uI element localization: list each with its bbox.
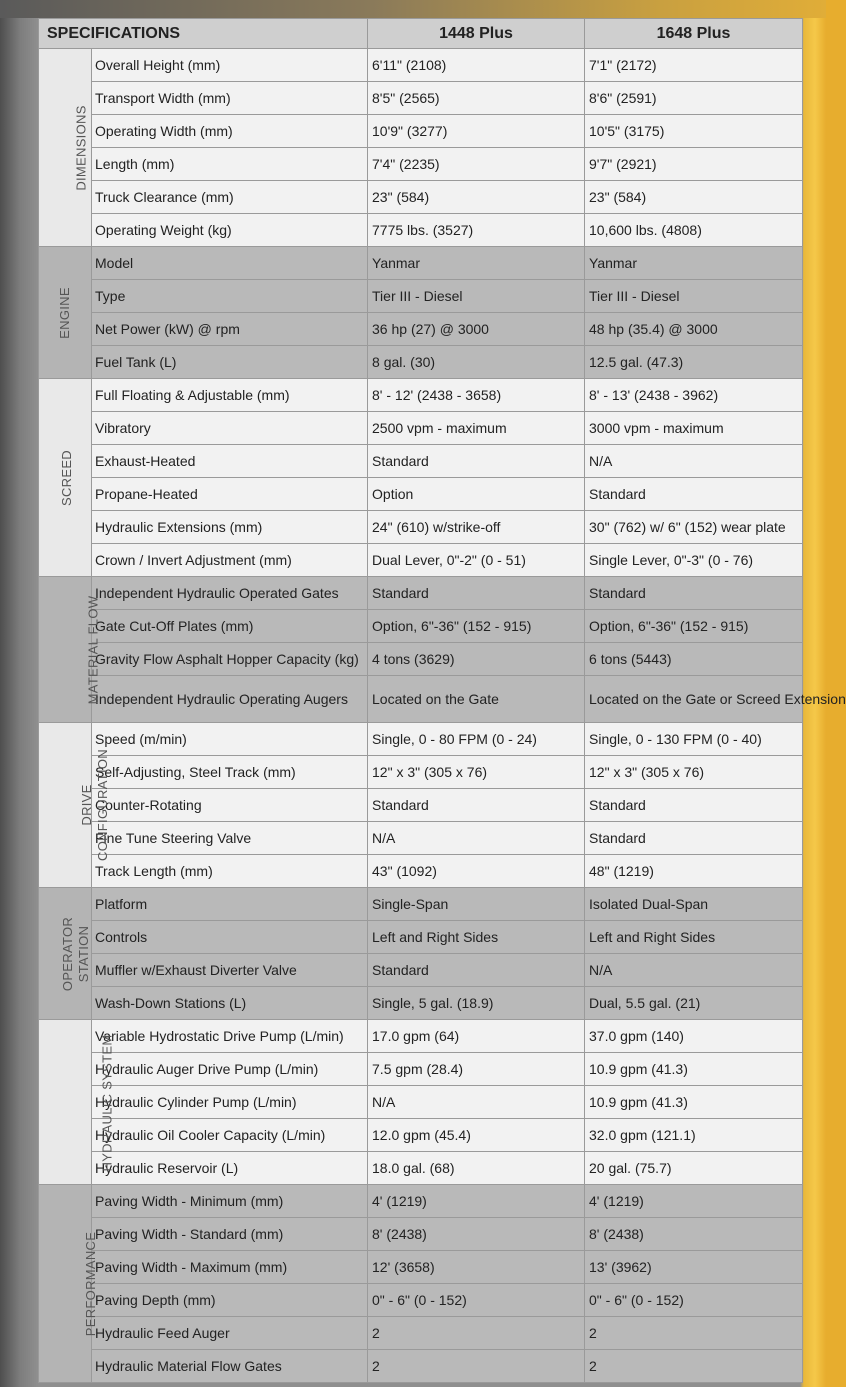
- value-1448: 10'9" (3277): [368, 115, 585, 148]
- table-row: [39, 181, 803, 214]
- value-1648: Standard: [585, 789, 803, 822]
- spec-name: Operating Width (mm): [92, 115, 368, 148]
- table-row: [39, 1317, 803, 1350]
- table-row: [39, 1350, 803, 1383]
- value-1648: Option, 6"-36" (152 - 915): [585, 610, 803, 643]
- value-1648: Standard: [585, 577, 803, 610]
- table-row: [39, 577, 803, 610]
- value-1448: 12.0 gpm (45.4): [368, 1119, 585, 1152]
- spec-name: Full Floating & Adjustable (mm): [92, 379, 368, 412]
- value-1648: 10'5" (3175): [585, 115, 803, 148]
- value-1448: Tier III - Diesel: [368, 280, 585, 313]
- value-1448: 7.5 gpm (28.4): [368, 1053, 585, 1086]
- spec-name: Exhaust-Heated: [92, 445, 368, 478]
- value-1448: 43" (1092): [368, 855, 585, 888]
- value-1648: 10,600 lbs. (4808): [585, 214, 803, 247]
- spec-name: Fuel Tank (L): [92, 346, 368, 379]
- spec-name: Controls: [92, 921, 368, 954]
- spec-name: Counter-Rotating: [92, 789, 368, 822]
- value-1448: 12" x 3" (305 x 76): [368, 756, 585, 789]
- group-label-hydraulic-system: HYDRAULIC SYSTEM: [39, 1020, 92, 1185]
- value-1448: 8' (2438): [368, 1218, 585, 1251]
- spec-name: Wash-Down Stations (L): [92, 987, 368, 1020]
- table-row: [39, 1053, 803, 1086]
- spec-name: Overall Height (mm): [92, 49, 368, 82]
- table-row: [39, 214, 803, 247]
- spec-name: Track Length (mm): [92, 855, 368, 888]
- specifications-heading: SPECIFICATIONS: [39, 19, 368, 49]
- value-1448: Standard: [368, 577, 585, 610]
- spec-name: Truck Clearance (mm): [92, 181, 368, 214]
- table-row: [39, 544, 803, 577]
- table-row: [39, 1152, 803, 1185]
- group-label-dimensions: DIMENSIONS: [39, 49, 92, 247]
- group-label-material-flow: MATERIAL FLOW: [39, 577, 92, 723]
- value-1648: 48" (1219): [585, 855, 803, 888]
- value-1648: Dual, 5.5 gal. (21): [585, 987, 803, 1020]
- model-1648-heading: 1648 Plus: [585, 19, 803, 49]
- table-row: [39, 148, 803, 181]
- value-1448: Located on the Gate: [368, 676, 585, 723]
- value-1648: 3000 vpm - maximum: [585, 412, 803, 445]
- value-1648: Standard: [585, 822, 803, 855]
- value-1448: Single, 5 gal. (18.9): [368, 987, 585, 1020]
- value-1648: 48 hp (35.4) @ 3000: [585, 313, 803, 346]
- value-1648: 4' (1219): [585, 1185, 803, 1218]
- value-1648: 8' - 13' (2438 - 3962): [585, 379, 803, 412]
- value-1448: Yanmar: [368, 247, 585, 280]
- value-1448: Single, 0 - 80 FPM (0 - 24): [368, 723, 585, 756]
- group-label-performance: PERFORMANCE: [39, 1185, 92, 1383]
- value-1448: 8' - 12' (2438 - 3658): [368, 379, 585, 412]
- value-1648: 0" - 6" (0 - 152): [585, 1284, 803, 1317]
- value-1648: Single, 0 - 130 FPM (0 - 40): [585, 723, 803, 756]
- table-row: [39, 115, 803, 148]
- value-1448: Left and Right Sides: [368, 921, 585, 954]
- value-1448: 8'5" (2565): [368, 82, 585, 115]
- table-row: [39, 280, 803, 313]
- spec-name: Paving Width - Standard (mm): [92, 1218, 368, 1251]
- spec-name: Hydraulic Extensions (mm): [92, 511, 368, 544]
- group-label-drive-configuration: DRIVE CONFIGURATION: [39, 723, 92, 888]
- spec-name: Hydraulic Feed Auger: [92, 1317, 368, 1350]
- value-1648: 7'1" (2172): [585, 49, 803, 82]
- value-1648: 2: [585, 1350, 803, 1383]
- value-1648: N/A: [585, 445, 803, 478]
- table-row: [39, 445, 803, 478]
- value-1648: Isolated Dual-Span: [585, 888, 803, 921]
- spec-name: Hydraulic Material Flow Gates: [92, 1350, 368, 1383]
- value-1648: 13' (3962): [585, 1251, 803, 1284]
- spec-name: Transport Width (mm): [92, 82, 368, 115]
- table-row: [39, 954, 803, 987]
- table-row: [39, 822, 803, 855]
- spec-name: Muffler w/Exhaust Diverter Valve: [92, 954, 368, 987]
- value-1648: Standard: [585, 478, 803, 511]
- value-1448: 12' (3658): [368, 1251, 585, 1284]
- value-1448: Standard: [368, 445, 585, 478]
- value-1648: 8' (2438): [585, 1218, 803, 1251]
- spec-name: Hydraulic Reservoir (L): [92, 1152, 368, 1185]
- value-1648: 12.5 gal. (47.3): [585, 346, 803, 379]
- table-row: [39, 82, 803, 115]
- value-1648: 8'6" (2591): [585, 82, 803, 115]
- spec-name: Independent Hydraulic Operating Augers: [92, 676, 368, 723]
- table-row: [39, 313, 803, 346]
- value-1448: Standard: [368, 789, 585, 822]
- table-row: [39, 1086, 803, 1119]
- value-1648: Single Lever, 0"-3" (0 - 76): [585, 544, 803, 577]
- table-row: [39, 1119, 803, 1152]
- group-label-operator-station: OPERATOR STATION: [39, 888, 92, 1020]
- value-1648: Left and Right Sides: [585, 921, 803, 954]
- spec-name: Hydraulic Oil Cooler Capacity (L/min): [92, 1119, 368, 1152]
- spec-name: Net Power (kW) @ rpm: [92, 313, 368, 346]
- value-1448: 23" (584): [368, 181, 585, 214]
- value-1648: 23" (584): [585, 181, 803, 214]
- table-row: [39, 247, 803, 280]
- value-1448: 0" - 6" (0 - 152): [368, 1284, 585, 1317]
- spec-name: Fine Tune Steering Valve: [92, 822, 368, 855]
- value-1448: 17.0 gpm (64): [368, 1020, 585, 1053]
- table-row: [39, 412, 803, 445]
- value-1648: 20 gal. (75.7): [585, 1152, 803, 1185]
- spec-name: Hydraulic Auger Drive Pump (L/min): [92, 1053, 368, 1086]
- value-1648: 2: [585, 1317, 803, 1350]
- spec-name: Self-Adjusting, Steel Track (mm): [92, 756, 368, 789]
- model-1448-heading: 1448 Plus: [368, 19, 585, 49]
- specifications-table: [38, 18, 846, 1383]
- table-row: [39, 921, 803, 954]
- value-1648: 10.9 gpm (41.3): [585, 1086, 803, 1119]
- spec-name: Paving Width - Minimum (mm): [92, 1185, 368, 1218]
- spec-name: Independent Hydraulic Operated Gates: [92, 577, 368, 610]
- table-row: [39, 888, 803, 921]
- table-row: [39, 676, 803, 723]
- value-1648: Tier III - Diesel: [585, 280, 803, 313]
- table-row: [39, 478, 803, 511]
- table-row: [39, 789, 803, 822]
- top-banner: [0, 0, 826, 18]
- value-1648: 12" x 3" (305 x 76): [585, 756, 803, 789]
- table-row: [39, 49, 803, 82]
- spec-name: Type: [92, 280, 368, 313]
- table-row: [39, 511, 803, 544]
- value-1648: 10.9 gpm (41.3): [585, 1053, 803, 1086]
- table-row: [39, 987, 803, 1020]
- value-1448: 6'11" (2108): [368, 49, 585, 82]
- value-1648: N/A: [585, 954, 803, 987]
- spec-name: Gate Cut-Off Plates (mm): [92, 610, 368, 643]
- value-1448: Option, 6"-36" (152 - 915): [368, 610, 585, 643]
- spec-name: Model: [92, 247, 368, 280]
- spec-name: Vibratory: [92, 412, 368, 445]
- value-1448: 7'4" (2235): [368, 148, 585, 181]
- value-1648: Yanmar: [585, 247, 803, 280]
- value-1448: Standard: [368, 954, 585, 987]
- table-row: [39, 1251, 803, 1284]
- value-1448: Option: [368, 478, 585, 511]
- spec-name: Platform: [92, 888, 368, 921]
- value-1448: 8 gal. (30): [368, 346, 585, 379]
- table-row: [39, 1020, 803, 1053]
- table-row: [39, 1185, 803, 1218]
- spec-name: Variable Hydrostatic Drive Pump (L/min): [92, 1020, 368, 1053]
- value-1648: 37.0 gpm (140): [585, 1020, 803, 1053]
- table-row: [39, 1218, 803, 1251]
- table-row: [39, 756, 803, 789]
- group-label-screed: SCREED: [39, 379, 92, 577]
- value-1448: 4 tons (3629): [368, 643, 585, 676]
- value-1448: 36 hp (27) @ 3000: [368, 313, 585, 346]
- value-1448: Dual Lever, 0"-2" (0 - 51): [368, 544, 585, 577]
- value-1448: N/A: [368, 822, 585, 855]
- value-1448: 2: [368, 1317, 585, 1350]
- value-1448: 24" (610) w/strike-off: [368, 511, 585, 544]
- table-row: [39, 610, 803, 643]
- table-row: [39, 1284, 803, 1317]
- spec-name: Crown / Invert Adjustment (mm): [92, 544, 368, 577]
- table-header-row: [39, 19, 803, 49]
- value-1448: 7775 lbs. (3527): [368, 214, 585, 247]
- value-1448: 18.0 gal. (68): [368, 1152, 585, 1185]
- value-1648: 30" (762) w/ 6" (152) wear plate: [585, 511, 803, 544]
- spec-name: Operating Weight (kg): [92, 214, 368, 247]
- spec-name: Paving Depth (mm): [92, 1284, 368, 1317]
- spec-name: Length (mm): [92, 148, 368, 181]
- spec-name: Paving Width - Maximum (mm): [92, 1251, 368, 1284]
- value-1648: Located on the Gate or Screed Extension: [585, 676, 803, 723]
- spec-name: Gravity Flow Asphalt Hopper Capacity (kg): [92, 643, 368, 676]
- value-1448: Single-Span: [368, 888, 585, 921]
- table-row: [39, 346, 803, 379]
- value-1648: 32.0 gpm (121.1): [585, 1119, 803, 1152]
- value-1448: 4' (1219): [368, 1185, 585, 1218]
- value-1648: 6 tons (5443): [585, 643, 803, 676]
- value-1448: 2: [368, 1350, 585, 1383]
- spec-name: Speed (m/min): [92, 723, 368, 756]
- table-row: [39, 379, 803, 412]
- value-1448: 2500 vpm - maximum: [368, 412, 585, 445]
- value-1648: 9'7" (2921): [585, 148, 803, 181]
- value-1448: N/A: [368, 1086, 585, 1119]
- spec-name: Propane-Heated: [92, 478, 368, 511]
- table-row: [39, 643, 803, 676]
- spec-name: Hydraulic Cylinder Pump (L/min): [92, 1086, 368, 1119]
- table-row: [39, 855, 803, 888]
- table-row: [39, 723, 803, 756]
- group-label-engine: ENGINE: [39, 247, 92, 379]
